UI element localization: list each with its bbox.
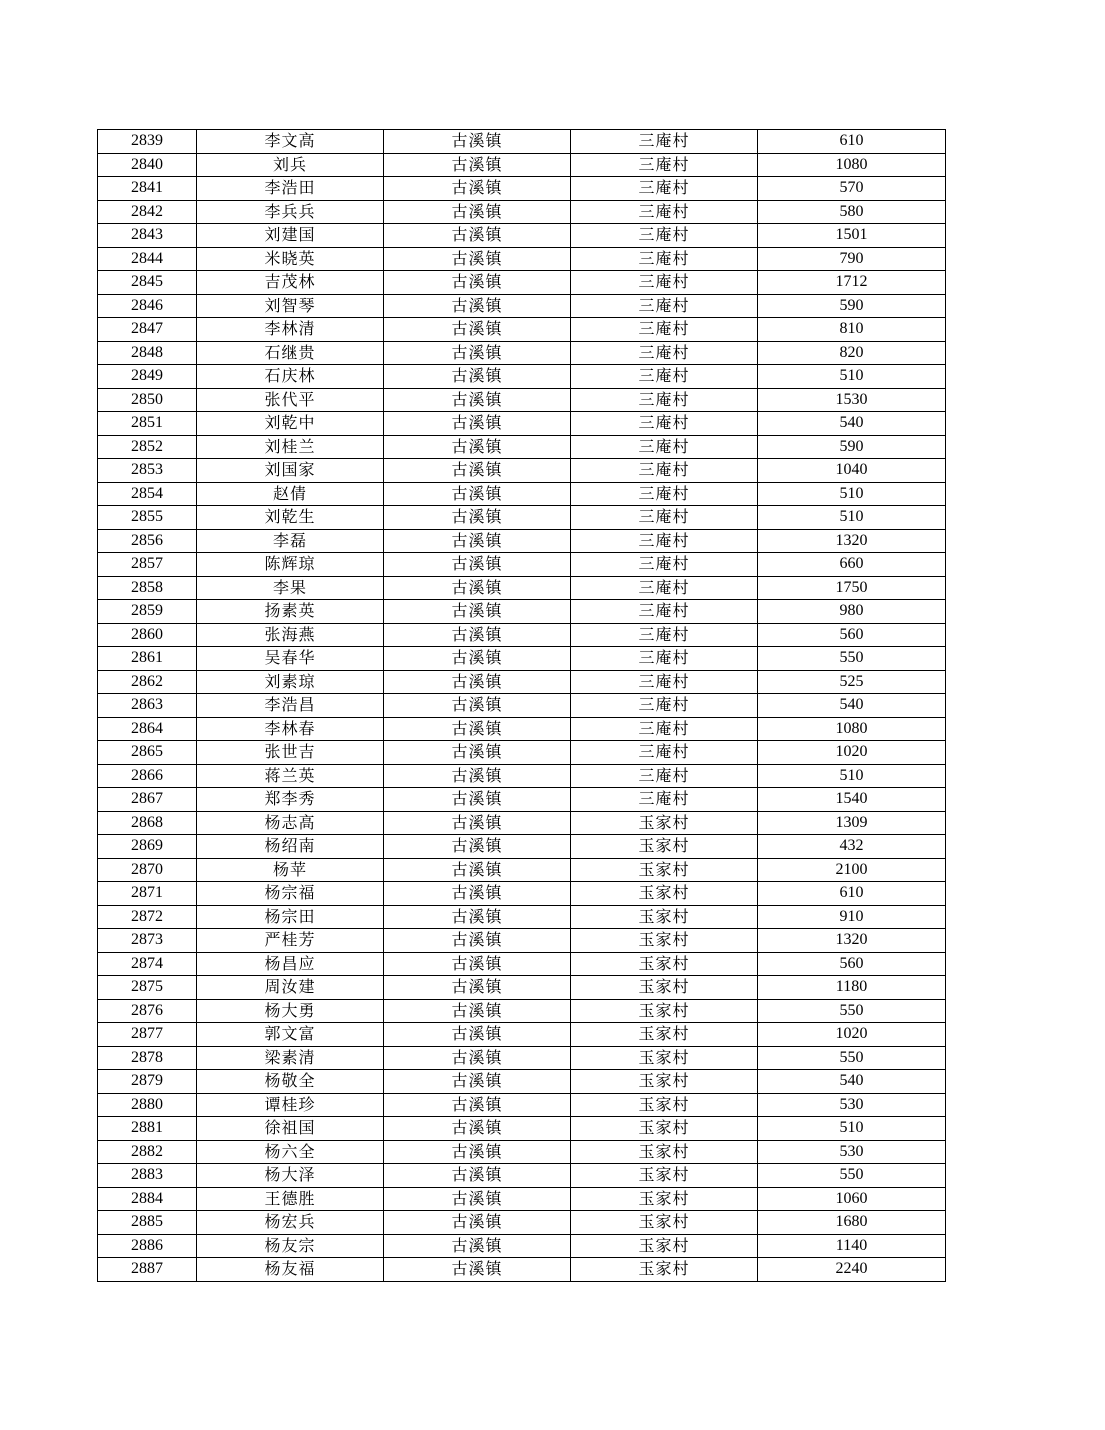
town-cell: 古溪镇 [384, 952, 571, 976]
person-name-cell: 徐祖国 [197, 1117, 384, 1141]
table-row [98, 459, 946, 483]
town-cell: 古溪镇 [384, 717, 571, 741]
amount-cell: 525 [758, 670, 946, 694]
serial-number-cell: 2869 [98, 835, 197, 859]
amount-cell: 1140 [758, 1234, 946, 1258]
serial-number-cell: 2871 [98, 882, 197, 906]
village-cell: 三庵村 [571, 529, 758, 553]
village-cell: 玉家村 [571, 1046, 758, 1070]
serial-number-cell: 2839 [98, 130, 197, 154]
table-row [98, 1187, 946, 1211]
amount-cell: 510 [758, 1117, 946, 1141]
amount-cell: 550 [758, 647, 946, 671]
person-name-cell: 蒋兰英 [197, 764, 384, 788]
village-cell: 三庵村 [571, 600, 758, 624]
town-cell: 古溪镇 [384, 1046, 571, 1070]
table-row [98, 294, 946, 318]
town-cell: 古溪镇 [384, 200, 571, 224]
village-cell: 三庵村 [571, 506, 758, 530]
village-cell: 玉家村 [571, 1234, 758, 1258]
amount-cell: 550 [758, 1046, 946, 1070]
person-name-cell: 李林清 [197, 318, 384, 342]
village-cell: 玉家村 [571, 1164, 758, 1188]
village-cell: 三庵村 [571, 388, 758, 412]
table-row [98, 506, 946, 530]
person-name-cell: 周汝建 [197, 976, 384, 1000]
serial-number-cell: 2849 [98, 365, 197, 389]
serial-number-cell: 2882 [98, 1140, 197, 1164]
amount-cell: 1750 [758, 576, 946, 600]
table-row [98, 882, 946, 906]
amount-cell: 540 [758, 694, 946, 718]
serial-number-cell: 2880 [98, 1093, 197, 1117]
town-cell: 古溪镇 [384, 1070, 571, 1094]
town-cell: 古溪镇 [384, 905, 571, 929]
village-cell: 玉家村 [571, 905, 758, 929]
table-row [98, 835, 946, 859]
table-row [98, 200, 946, 224]
document-page [97, 129, 945, 1282]
town-cell: 古溪镇 [384, 647, 571, 671]
village-cell: 三庵村 [571, 130, 758, 154]
serial-number-cell: 2855 [98, 506, 197, 530]
person-name-cell: 杨大泽 [197, 1164, 384, 1188]
town-cell: 古溪镇 [384, 670, 571, 694]
village-cell: 玉家村 [571, 1211, 758, 1235]
town-cell: 古溪镇 [384, 1023, 571, 1047]
village-cell: 三庵村 [571, 271, 758, 295]
amount-cell: 1712 [758, 271, 946, 295]
amount-cell: 1320 [758, 929, 946, 953]
serial-number-cell: 2846 [98, 294, 197, 318]
town-cell: 古溪镇 [384, 506, 571, 530]
village-cell: 三庵村 [571, 694, 758, 718]
village-cell: 三庵村 [571, 623, 758, 647]
table-row [98, 224, 946, 248]
person-name-cell: 郑李秀 [197, 788, 384, 812]
person-name-cell: 杨绍南 [197, 835, 384, 859]
person-name-cell: 王德胜 [197, 1187, 384, 1211]
person-name-cell: 张代平 [197, 388, 384, 412]
person-name-cell: 刘乾中 [197, 412, 384, 436]
amount-cell: 1020 [758, 741, 946, 765]
serial-number-cell: 2867 [98, 788, 197, 812]
town-cell: 古溪镇 [384, 412, 571, 436]
serial-number-cell: 2875 [98, 976, 197, 1000]
person-name-cell: 梁素清 [197, 1046, 384, 1070]
village-cell: 玉家村 [571, 882, 758, 906]
amount-cell: 550 [758, 999, 946, 1023]
serial-number-cell: 2853 [98, 459, 197, 483]
amount-cell: 510 [758, 764, 946, 788]
table-row [98, 576, 946, 600]
person-name-cell: 李文高 [197, 130, 384, 154]
town-cell: 古溪镇 [384, 224, 571, 248]
village-cell: 三庵村 [571, 247, 758, 271]
town-cell: 古溪镇 [384, 999, 571, 1023]
table-row [98, 177, 946, 201]
person-name-cell: 严桂芳 [197, 929, 384, 953]
person-name-cell: 杨志高 [197, 811, 384, 835]
person-name-cell: 杨宏兵 [197, 1211, 384, 1235]
person-name-cell: 谭桂珍 [197, 1093, 384, 1117]
village-cell: 玉家村 [571, 835, 758, 859]
town-cell: 古溪镇 [384, 976, 571, 1000]
serial-number-cell: 2872 [98, 905, 197, 929]
person-name-cell: 刘乾生 [197, 506, 384, 530]
town-cell: 古溪镇 [384, 529, 571, 553]
person-name-cell: 李浩昌 [197, 694, 384, 718]
serial-number-cell: 2881 [98, 1117, 197, 1141]
serial-number-cell: 2884 [98, 1187, 197, 1211]
serial-number-cell: 2850 [98, 388, 197, 412]
amount-cell: 1080 [758, 717, 946, 741]
serial-number-cell: 2847 [98, 318, 197, 342]
amount-cell: 1040 [758, 459, 946, 483]
town-cell: 古溪镇 [384, 858, 571, 882]
person-name-cell: 杨六全 [197, 1140, 384, 1164]
table-row [98, 271, 946, 295]
town-cell: 古溪镇 [384, 882, 571, 906]
table-row [98, 341, 946, 365]
village-cell: 三庵村 [571, 647, 758, 671]
serial-number-cell: 2854 [98, 482, 197, 506]
town-cell: 古溪镇 [384, 482, 571, 506]
village-cell: 三庵村 [571, 482, 758, 506]
town-cell: 古溪镇 [384, 1258, 571, 1282]
table-row [98, 318, 946, 342]
town-cell: 古溪镇 [384, 435, 571, 459]
serial-number-cell: 2859 [98, 600, 197, 624]
town-cell: 古溪镇 [384, 929, 571, 953]
serial-number-cell: 2870 [98, 858, 197, 882]
village-cell: 三庵村 [571, 412, 758, 436]
village-cell: 三庵村 [571, 576, 758, 600]
serial-number-cell: 2856 [98, 529, 197, 553]
village-cell: 玉家村 [571, 999, 758, 1023]
serial-number-cell: 2844 [98, 247, 197, 271]
table-row [98, 1211, 946, 1235]
amount-cell: 660 [758, 553, 946, 577]
town-cell: 古溪镇 [384, 388, 571, 412]
serial-number-cell: 2887 [98, 1258, 197, 1282]
table-row [98, 529, 946, 553]
person-name-cell: 杨敬全 [197, 1070, 384, 1094]
person-name-cell: 赵倩 [197, 482, 384, 506]
amount-cell: 560 [758, 623, 946, 647]
amount-cell: 570 [758, 177, 946, 201]
table-row [98, 1093, 946, 1117]
village-cell: 玉家村 [571, 1093, 758, 1117]
serial-number-cell: 2858 [98, 576, 197, 600]
serial-number-cell: 2874 [98, 952, 197, 976]
amount-cell: 530 [758, 1093, 946, 1117]
person-name-cell: 刘兵 [197, 153, 384, 177]
town-cell: 古溪镇 [384, 1211, 571, 1235]
town-cell: 古溪镇 [384, 177, 571, 201]
person-name-cell: 刘建国 [197, 224, 384, 248]
amount-cell: 530 [758, 1140, 946, 1164]
town-cell: 古溪镇 [384, 247, 571, 271]
table-row [98, 764, 946, 788]
person-name-cell: 张世吉 [197, 741, 384, 765]
serial-number-cell: 2843 [98, 224, 197, 248]
town-cell: 古溪镇 [384, 788, 571, 812]
amount-cell: 980 [758, 600, 946, 624]
town-cell: 古溪镇 [384, 130, 571, 154]
person-name-cell: 郭文富 [197, 1023, 384, 1047]
serial-number-cell: 2879 [98, 1070, 197, 1094]
table-row [98, 1117, 946, 1141]
amount-cell: 1530 [758, 388, 946, 412]
serial-number-cell: 2862 [98, 670, 197, 694]
village-cell: 三庵村 [571, 553, 758, 577]
amount-cell: 820 [758, 341, 946, 365]
village-cell: 三庵村 [571, 717, 758, 741]
person-name-cell: 石继贵 [197, 341, 384, 365]
town-cell: 古溪镇 [384, 271, 571, 295]
village-cell: 三庵村 [571, 435, 758, 459]
town-cell: 古溪镇 [384, 294, 571, 318]
table-row [98, 905, 946, 929]
village-cell: 三庵村 [571, 365, 758, 389]
serial-number-cell: 2883 [98, 1164, 197, 1188]
amount-cell: 1501 [758, 224, 946, 248]
serial-number-cell: 2876 [98, 999, 197, 1023]
serial-number-cell: 2860 [98, 623, 197, 647]
town-cell: 古溪镇 [384, 811, 571, 835]
person-name-cell: 张海燕 [197, 623, 384, 647]
amount-cell: 560 [758, 952, 946, 976]
town-cell: 古溪镇 [384, 318, 571, 342]
amount-cell: 510 [758, 506, 946, 530]
town-cell: 古溪镇 [384, 835, 571, 859]
amount-cell: 510 [758, 365, 946, 389]
amount-cell: 590 [758, 435, 946, 459]
table-row [98, 1164, 946, 1188]
table-row [98, 929, 946, 953]
table-row [98, 365, 946, 389]
village-cell: 三庵村 [571, 741, 758, 765]
village-cell: 三庵村 [571, 153, 758, 177]
table-row [98, 153, 946, 177]
town-cell: 古溪镇 [384, 741, 571, 765]
serial-number-cell: 2863 [98, 694, 197, 718]
village-cell: 玉家村 [571, 1023, 758, 1047]
town-cell: 古溪镇 [384, 1187, 571, 1211]
table-row [98, 858, 946, 882]
person-name-cell: 杨昌应 [197, 952, 384, 976]
village-cell: 玉家村 [571, 1187, 758, 1211]
town-cell: 古溪镇 [384, 553, 571, 577]
person-name-cell: 石庆林 [197, 365, 384, 389]
amount-cell: 580 [758, 200, 946, 224]
table-row [98, 1140, 946, 1164]
village-cell: 三庵村 [571, 200, 758, 224]
village-cell: 玉家村 [571, 811, 758, 835]
town-cell: 古溪镇 [384, 341, 571, 365]
village-cell: 玉家村 [571, 858, 758, 882]
table-row [98, 811, 946, 835]
village-cell: 三庵村 [571, 294, 758, 318]
table-row [98, 952, 946, 976]
serial-number-cell: 2845 [98, 271, 197, 295]
serial-number-cell: 2840 [98, 153, 197, 177]
serial-number-cell: 2848 [98, 341, 197, 365]
amount-cell: 1309 [758, 811, 946, 835]
person-name-cell: 刘国家 [197, 459, 384, 483]
serial-number-cell: 2851 [98, 412, 197, 436]
table-row [98, 600, 946, 624]
serial-number-cell: 2886 [98, 1234, 197, 1258]
village-cell: 玉家村 [571, 929, 758, 953]
town-cell: 古溪镇 [384, 1140, 571, 1164]
village-cell: 玉家村 [571, 1140, 758, 1164]
person-name-cell: 刘智琴 [197, 294, 384, 318]
roster-table-body [98, 130, 946, 1282]
town-cell: 古溪镇 [384, 1234, 571, 1258]
person-name-cell: 杨苹 [197, 858, 384, 882]
amount-cell: 1320 [758, 529, 946, 553]
serial-number-cell: 2842 [98, 200, 197, 224]
amount-cell: 1680 [758, 1211, 946, 1235]
town-cell: 古溪镇 [384, 694, 571, 718]
table-row [98, 976, 946, 1000]
town-cell: 古溪镇 [384, 1117, 571, 1141]
person-name-cell: 刘素琼 [197, 670, 384, 694]
village-cell: 玉家村 [571, 1117, 758, 1141]
village-cell: 三庵村 [571, 341, 758, 365]
amount-cell: 550 [758, 1164, 946, 1188]
table-row [98, 999, 946, 1023]
person-name-cell: 陈辉琼 [197, 553, 384, 577]
amount-cell: 510 [758, 482, 946, 506]
amount-cell: 790 [758, 247, 946, 271]
serial-number-cell: 2868 [98, 811, 197, 835]
village-cell: 三庵村 [571, 224, 758, 248]
serial-number-cell: 2878 [98, 1046, 197, 1070]
table-row [98, 412, 946, 436]
person-name-cell: 李林春 [197, 717, 384, 741]
town-cell: 古溪镇 [384, 1164, 571, 1188]
amount-cell: 1060 [758, 1187, 946, 1211]
town-cell: 古溪镇 [384, 600, 571, 624]
amount-cell: 2100 [758, 858, 946, 882]
village-cell: 三庵村 [571, 459, 758, 483]
person-name-cell: 李浩田 [197, 177, 384, 201]
amount-cell: 540 [758, 1070, 946, 1094]
person-name-cell: 李兵兵 [197, 200, 384, 224]
village-cell: 玉家村 [571, 952, 758, 976]
table-row [98, 1070, 946, 1094]
village-cell: 三庵村 [571, 788, 758, 812]
serial-number-cell: 2861 [98, 647, 197, 671]
serial-number-cell: 2852 [98, 435, 197, 459]
serial-number-cell: 2873 [98, 929, 197, 953]
person-name-cell: 李果 [197, 576, 384, 600]
amount-cell: 2240 [758, 1258, 946, 1282]
amount-cell: 432 [758, 835, 946, 859]
table-row [98, 1234, 946, 1258]
serial-number-cell: 2864 [98, 717, 197, 741]
table-row [98, 788, 946, 812]
table-row [98, 247, 946, 271]
table-row [98, 553, 946, 577]
table-row [98, 1046, 946, 1070]
town-cell: 古溪镇 [384, 1093, 571, 1117]
village-cell: 三庵村 [571, 764, 758, 788]
table-row [98, 741, 946, 765]
table-row [98, 623, 946, 647]
person-name-cell: 杨宗福 [197, 882, 384, 906]
amount-cell: 910 [758, 905, 946, 929]
roster-table [97, 129, 946, 1282]
table-row [98, 1023, 946, 1047]
table-row [98, 647, 946, 671]
amount-cell: 1540 [758, 788, 946, 812]
person-name-cell: 吴春华 [197, 647, 384, 671]
person-name-cell: 杨友福 [197, 1258, 384, 1282]
serial-number-cell: 2841 [98, 177, 197, 201]
table-row [98, 435, 946, 459]
person-name-cell: 杨友宗 [197, 1234, 384, 1258]
person-name-cell: 米晓英 [197, 247, 384, 271]
person-name-cell: 杨宗田 [197, 905, 384, 929]
serial-number-cell: 2877 [98, 1023, 197, 1047]
person-name-cell: 李磊 [197, 529, 384, 553]
village-cell: 玉家村 [571, 1070, 758, 1094]
town-cell: 古溪镇 [384, 623, 571, 647]
village-cell: 玉家村 [571, 976, 758, 1000]
village-cell: 三庵村 [571, 670, 758, 694]
person-name-cell: 刘桂兰 [197, 435, 384, 459]
town-cell: 古溪镇 [384, 153, 571, 177]
person-name-cell: 扬素英 [197, 600, 384, 624]
town-cell: 古溪镇 [384, 459, 571, 483]
village-cell: 三庵村 [571, 177, 758, 201]
serial-number-cell: 2866 [98, 764, 197, 788]
serial-number-cell: 2885 [98, 1211, 197, 1235]
village-cell: 玉家村 [571, 1258, 758, 1282]
serial-number-cell: 2865 [98, 741, 197, 765]
amount-cell: 1020 [758, 1023, 946, 1047]
table-row [98, 694, 946, 718]
person-name-cell: 吉茂林 [197, 271, 384, 295]
town-cell: 古溪镇 [384, 365, 571, 389]
amount-cell: 610 [758, 882, 946, 906]
table-row [98, 670, 946, 694]
table-row [98, 1258, 946, 1282]
amount-cell: 540 [758, 412, 946, 436]
table-row [98, 482, 946, 506]
amount-cell: 610 [758, 130, 946, 154]
person-name-cell: 杨大勇 [197, 999, 384, 1023]
amount-cell: 590 [758, 294, 946, 318]
town-cell: 古溪镇 [384, 576, 571, 600]
village-cell: 三庵村 [571, 318, 758, 342]
amount-cell: 810 [758, 318, 946, 342]
table-row [98, 130, 946, 154]
town-cell: 古溪镇 [384, 764, 571, 788]
amount-cell: 1080 [758, 153, 946, 177]
serial-number-cell: 2857 [98, 553, 197, 577]
amount-cell: 1180 [758, 976, 946, 1000]
table-row [98, 717, 946, 741]
table-row [98, 388, 946, 412]
